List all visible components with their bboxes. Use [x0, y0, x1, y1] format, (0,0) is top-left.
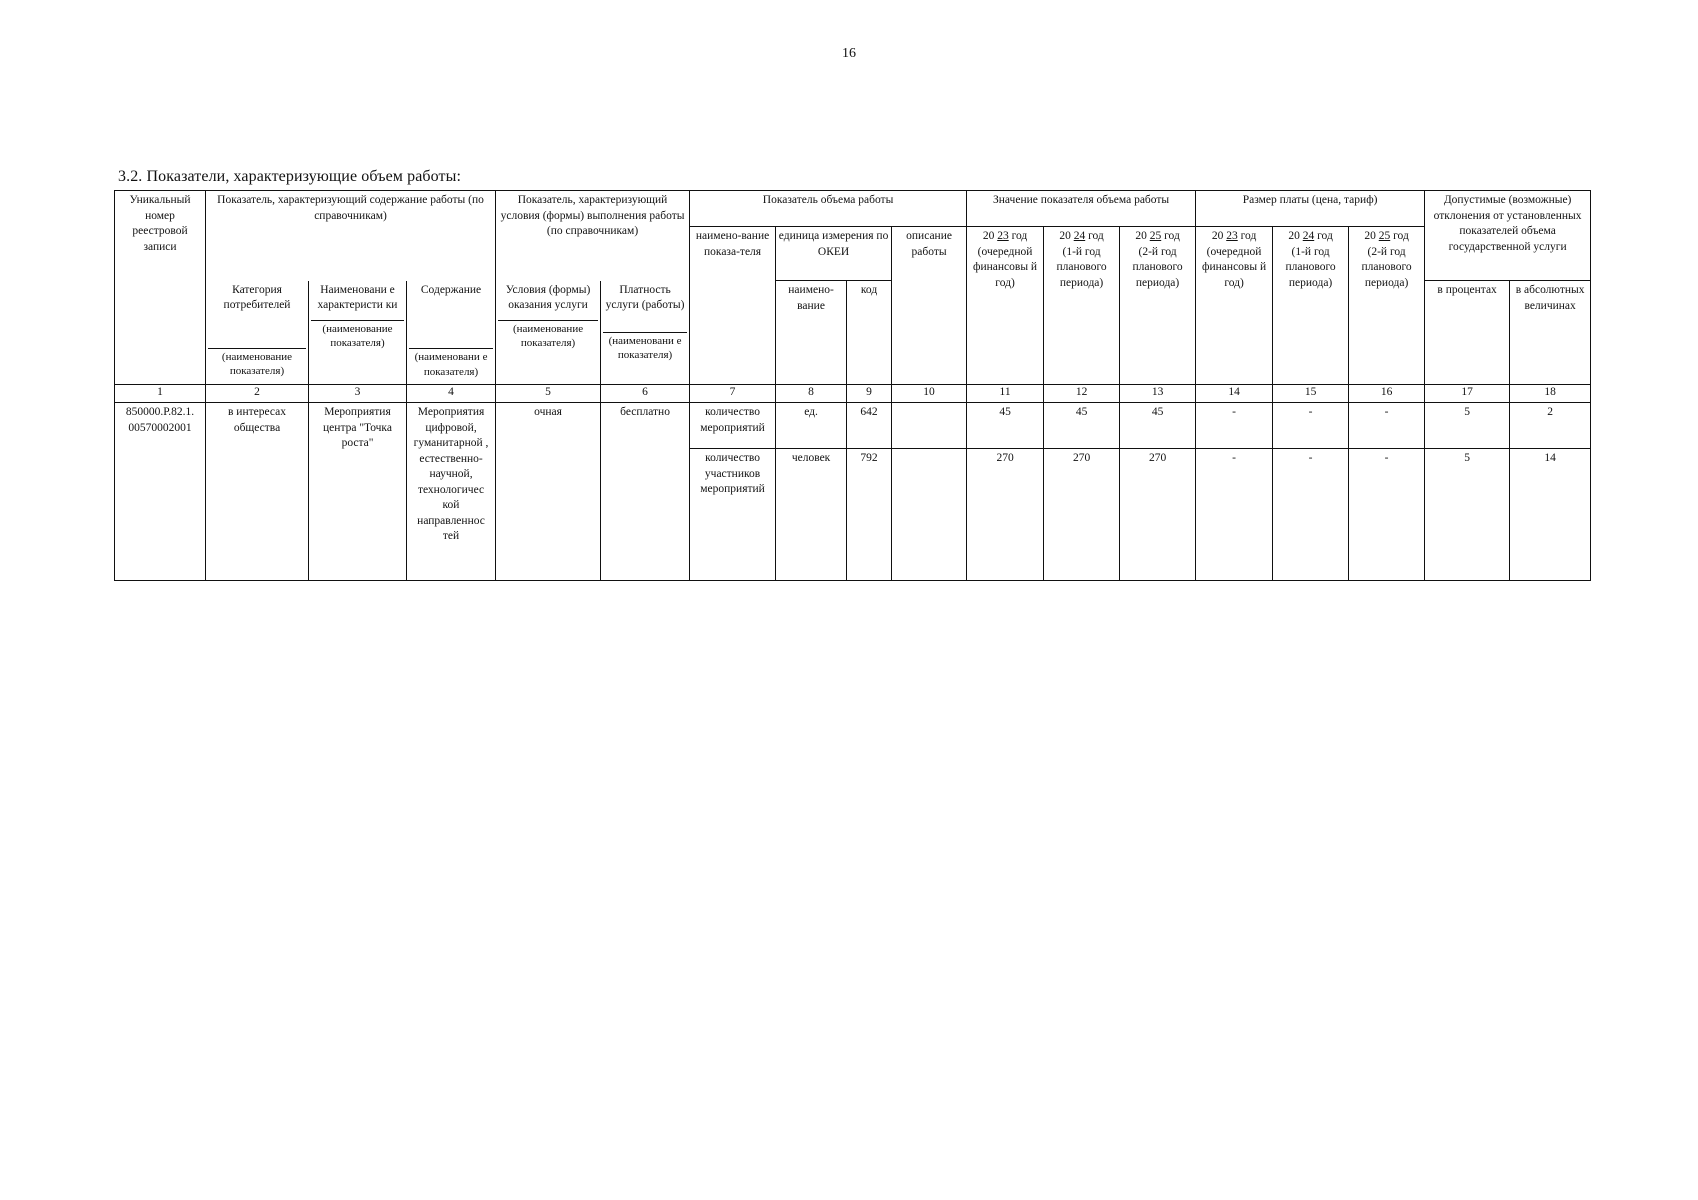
column-number: 11 — [967, 385, 1044, 403]
header-deviation-group: Допустимые (возможные) отклонения от установленных показателей объема государственной услуги — [1425, 191, 1591, 281]
value-2024: 45 — [1044, 403, 1120, 449]
record-form: очная — [496, 403, 601, 581]
header-row-1 — [115, 191, 1591, 227]
header-content-group: Показатель, характеризующий содержание работы (по справочникам) — [206, 191, 496, 281]
year-value: 23 — [1226, 230, 1238, 242]
record-unique-number: 850000.Р.82.1. 00570002001 — [115, 403, 206, 581]
deviation-absolute: 14 — [1510, 449, 1591, 581]
header-in-absolute: в абсолютных величинах — [1510, 281, 1591, 385]
section-title: 3.2. Показатели, характеризующие объем работы: — [118, 168, 462, 185]
category-sub: (наименование показателя) — [208, 348, 306, 380]
record-char-name: Мероприятия центра "Точка роста" — [309, 403, 407, 581]
column-number: 8 — [776, 385, 847, 403]
header-in-percent: в процентах — [1425, 281, 1510, 385]
content-sub: (наименовани е показателя) — [409, 348, 493, 380]
year-note: (очередной финансовы й год) — [1202, 245, 1267, 289]
content-label: Содержание — [420, 283, 482, 296]
year-value: 25 — [1149, 230, 1162, 242]
header-fee-2024 — [1273, 227, 1349, 385]
year-prefix: 20 — [1364, 230, 1376, 242]
header-indicator-name: наимено-вание показа-теля — [690, 227, 776, 385]
service-conditions-sub: (наименование показателя) — [498, 320, 598, 352]
work-description — [892, 403, 967, 449]
char-name-label: Наименовани е характеристи ки — [317, 283, 398, 312]
year-note: (1-й год планового периода) — [1056, 245, 1107, 289]
column-number: 6 — [601, 385, 690, 403]
work-description — [892, 449, 967, 581]
column-number: 3 — [309, 385, 407, 403]
deviation-absolute: 2 — [1510, 403, 1591, 449]
year-suffix: год — [1317, 230, 1333, 242]
column-number: 4 — [407, 385, 496, 403]
header-unit-group: единица измерения по ОКЕИ — [776, 227, 892, 281]
header-fee-2023 — [1196, 227, 1273, 385]
fee-2024: - — [1273, 449, 1349, 581]
fee-2023: - — [1196, 449, 1273, 581]
page-number: 16 — [842, 46, 856, 61]
header-fee-2025 — [1349, 227, 1425, 385]
record-category: в интересах общества — [206, 403, 309, 581]
year-note: (1-й год планового периода) — [1285, 245, 1336, 289]
deviation-percent: 5 — [1425, 403, 1510, 449]
indicator-name: количество участников мероприятий — [690, 449, 776, 581]
unit-code: 642 — [847, 403, 892, 449]
year-prefix: 20 — [1288, 230, 1300, 242]
value-2023: 270 — [967, 449, 1044, 581]
header-content — [407, 281, 496, 385]
year-suffix: год — [1164, 230, 1180, 242]
header-conditions-group: Показатель, характеризующий условия (формы) выполнения работы (по справочникам) — [496, 191, 690, 281]
fee-2025: - — [1349, 403, 1425, 449]
year-value: 25 — [1378, 230, 1391, 242]
header-unit-name: наимено-вание — [776, 281, 847, 385]
deviation-percent: 5 — [1425, 449, 1510, 581]
header-value-group: Значение показателя объема работы — [967, 191, 1196, 227]
year-prefix: 20 — [1059, 230, 1071, 242]
year-prefix: 20 — [1135, 230, 1147, 242]
char-name-sub: (наименование показателя) — [311, 320, 404, 352]
value-2025: 45 — [1120, 403, 1196, 449]
fee-2024: - — [1273, 403, 1349, 449]
year-prefix: 20 — [1211, 230, 1224, 242]
year-suffix: год — [1240, 230, 1257, 242]
year-suffix: год — [1088, 230, 1104, 242]
service-conditions-label: Условия (формы) оказания услуги — [505, 283, 591, 312]
header-value-2023 — [967, 227, 1044, 385]
column-number: 14 — [1196, 385, 1273, 403]
header-unique-number: Уникальный номер реестровой записи — [115, 191, 206, 385]
column-number: 9 — [847, 385, 892, 403]
payment-sub: (наименовани е показателя) — [603, 332, 687, 364]
header-service-conditions — [496, 281, 601, 385]
fee-2023: - — [1196, 403, 1273, 449]
header-char-name — [309, 281, 407, 385]
year-note: (очередной финансовы й год) — [973, 245, 1038, 289]
year-value: 23 — [997, 230, 1009, 242]
year-note: (2-й год планового периода) — [1361, 245, 1412, 289]
header-volume-group: Показатель объема работы — [690, 191, 967, 227]
column-number: 18 — [1510, 385, 1591, 403]
payment-label: Платность услуги (работы) — [605, 283, 685, 312]
indicator-name: количество мероприятий — [690, 403, 776, 449]
column-number: 7 — [690, 385, 776, 403]
value-2025: 270 — [1120, 449, 1196, 581]
header-unit-code: код — [847, 281, 892, 385]
unit-code: 792 — [847, 449, 892, 581]
column-number: 1 — [115, 385, 206, 403]
header-category — [206, 281, 309, 385]
column-number: 17 — [1425, 385, 1510, 403]
column-number: 5 — [496, 385, 601, 403]
column-number: 16 — [1349, 385, 1425, 403]
year-value: 24 — [1302, 230, 1315, 242]
year-value: 24 — [1073, 230, 1086, 242]
column-number: 15 — [1273, 385, 1349, 403]
header-value-2024 — [1044, 227, 1120, 385]
category-label: Категория потребителей — [223, 283, 291, 312]
volume-indicators-table — [114, 190, 1591, 581]
unit-name: ед. — [776, 403, 847, 449]
header-payment — [601, 281, 690, 385]
year-note: (2-й год планового периода) — [1132, 245, 1183, 289]
column-number: 2 — [206, 385, 309, 403]
table-row — [115, 403, 1591, 449]
record-content: Мероприятия цифровой, гуманитарной , естественно-научной, технологичес кой направленнос тей — [407, 403, 496, 581]
value-2023: 45 — [967, 403, 1044, 449]
year-suffix: год — [1011, 230, 1028, 242]
year-suffix: год — [1393, 230, 1409, 242]
year-prefix: 20 — [982, 230, 995, 242]
column-number: 12 — [1044, 385, 1120, 403]
header-value-2025 — [1120, 227, 1196, 385]
column-number: 10 — [892, 385, 967, 403]
record-payment: бесплатно — [601, 403, 690, 581]
unit-name: человек — [776, 449, 847, 581]
column-number-row — [115, 385, 1591, 403]
fee-2025: - — [1349, 449, 1425, 581]
header-fee-group: Размер платы (цена, тариф) — [1196, 191, 1425, 227]
column-number: 13 — [1120, 385, 1196, 403]
value-2024: 270 — [1044, 449, 1120, 581]
header-description: описание работы — [892, 227, 967, 385]
